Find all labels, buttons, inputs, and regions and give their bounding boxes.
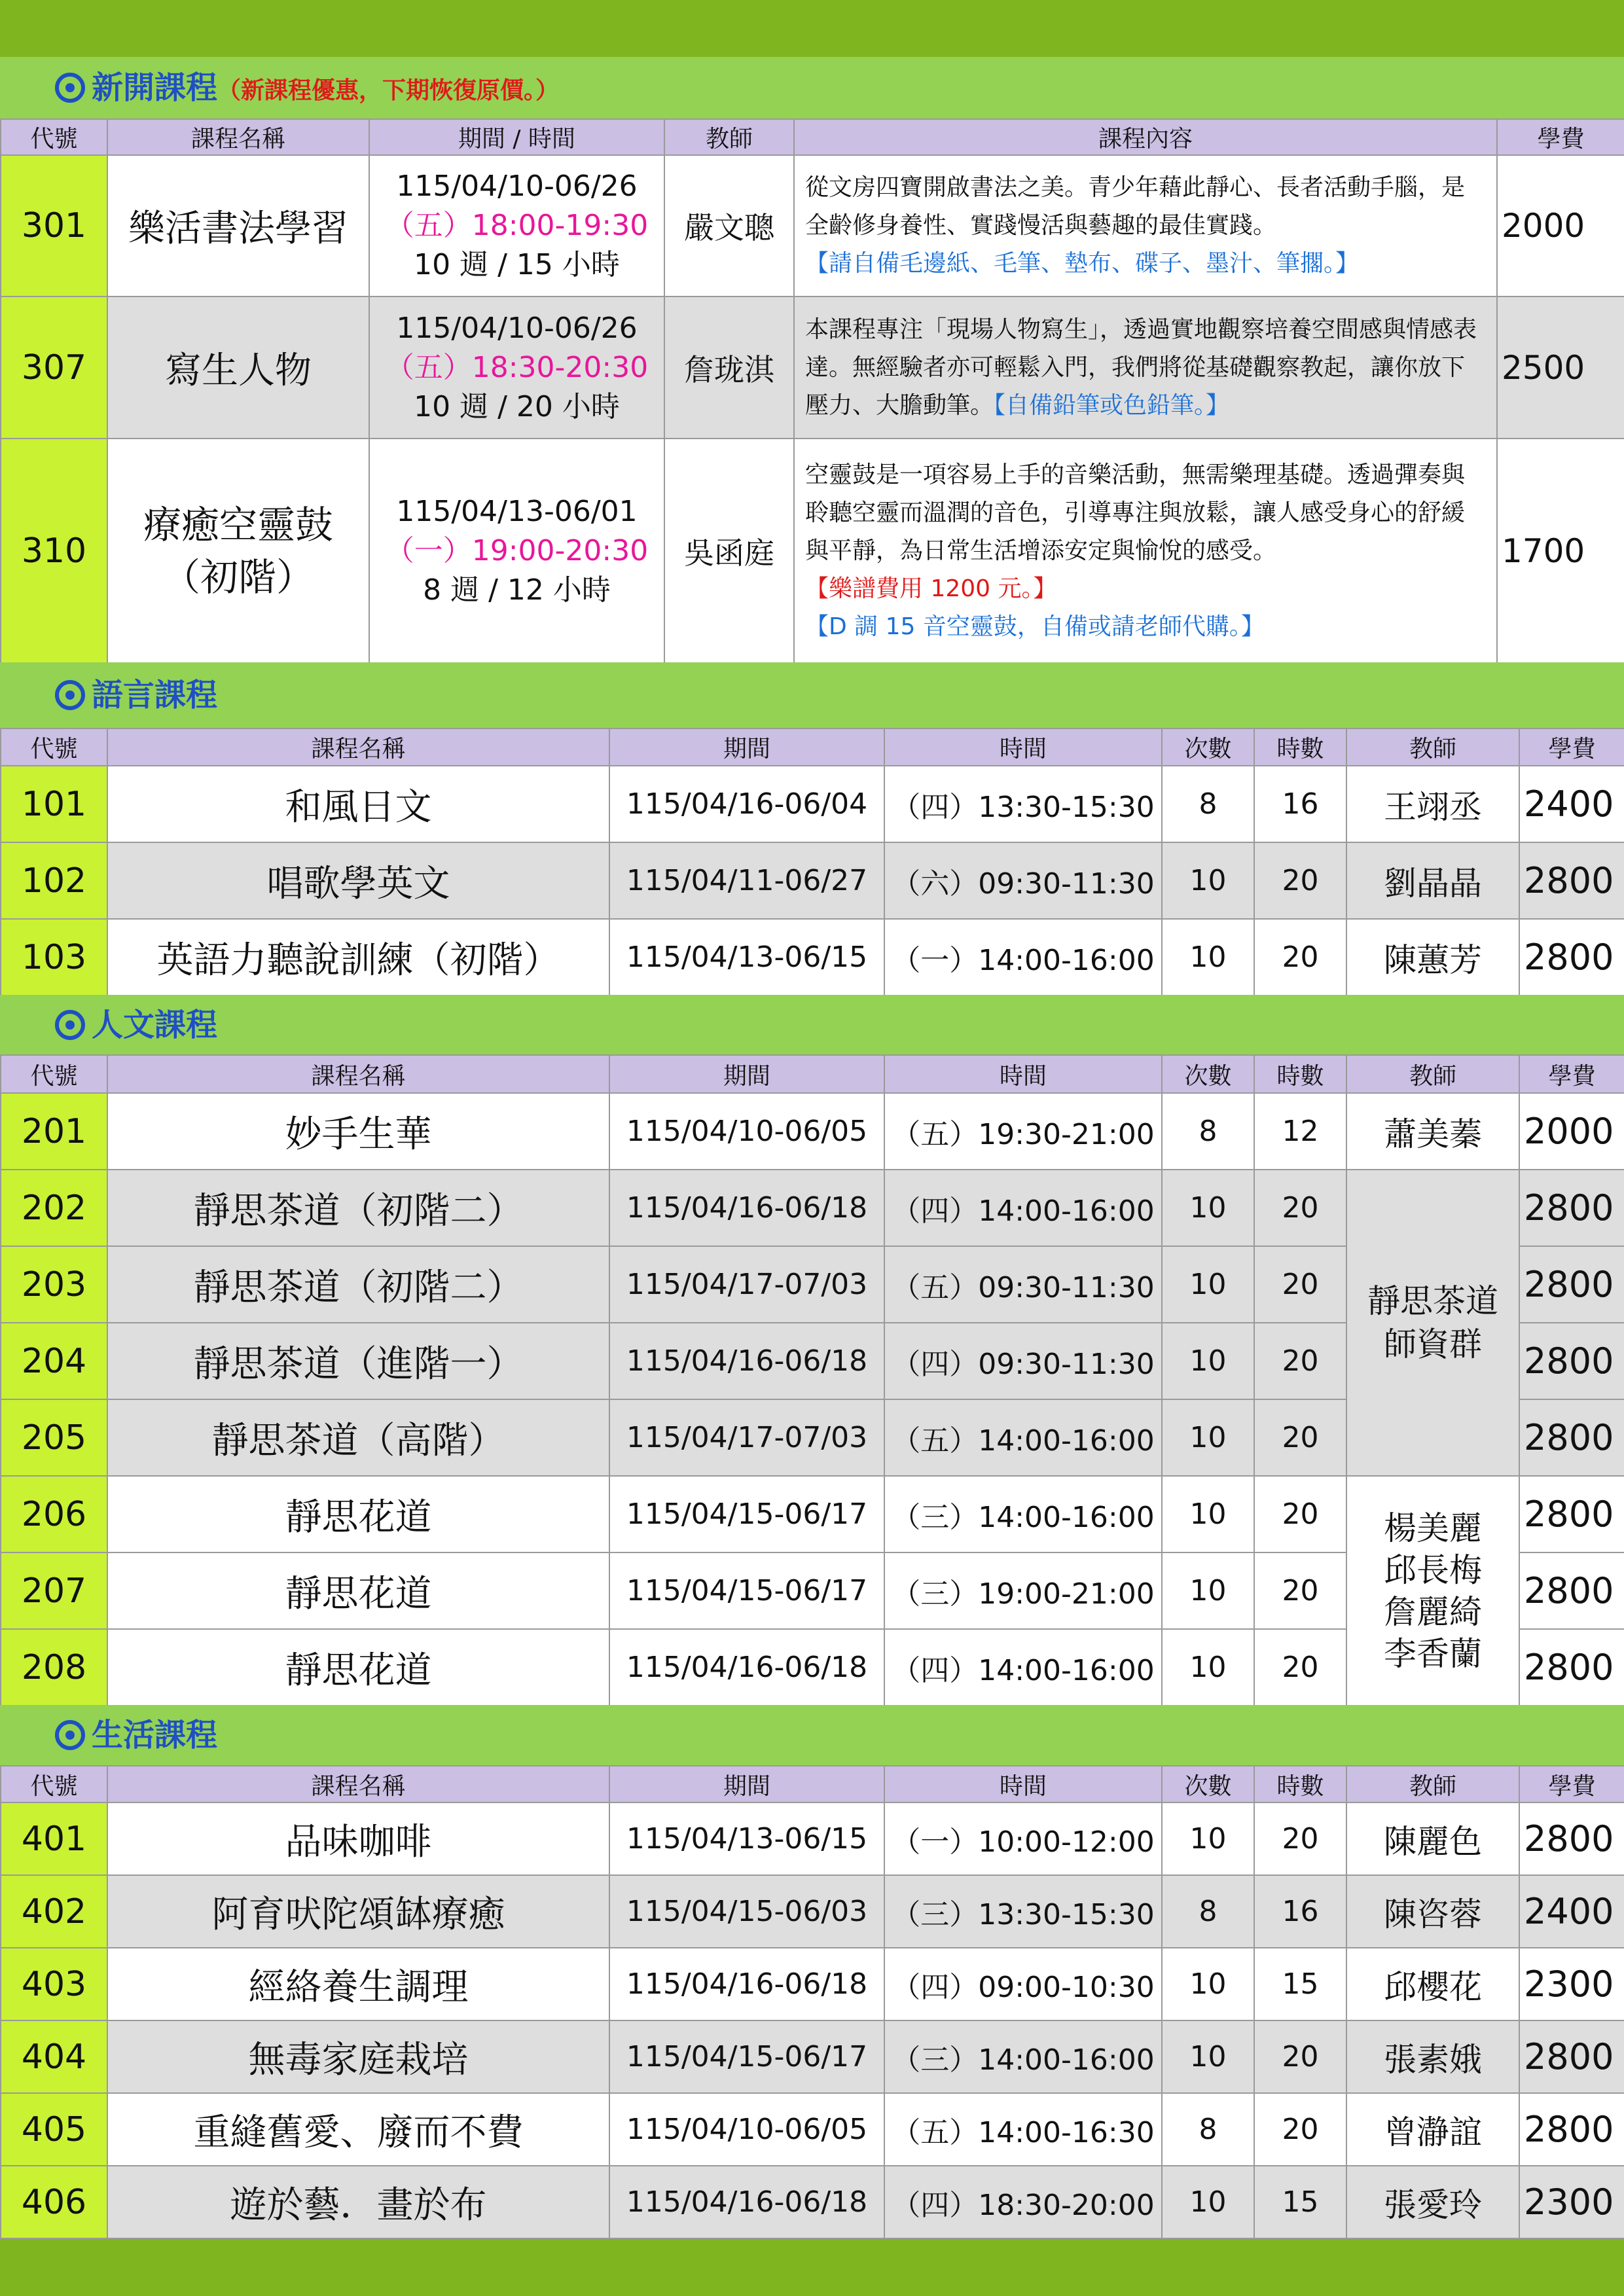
- course-teacher: 陳咨蓉: [1346, 1875, 1519, 1948]
- top-banner: [0, 0, 1624, 57]
- course-name: 經絡養生調理: [107, 1948, 609, 2020]
- course-count: 10: [1162, 919, 1254, 996]
- course-time: （四）18:30-20:00: [884, 2166, 1162, 2238]
- course-hours: 20: [1254, 1170, 1346, 1246]
- col-header: 代號: [1, 119, 107, 155]
- course-schedule: [369, 439, 664, 663]
- course-fee: 2400: [1519, 766, 1624, 842]
- course-hours: 16: [1254, 766, 1346, 842]
- course-name: 妙手生華: [107, 1093, 609, 1170]
- course-hours: 20: [1254, 1246, 1346, 1323]
- humanities-courses-table: [0, 1054, 1624, 1706]
- new-courses-table: [0, 118, 1624, 664]
- course-count: 10: [1162, 842, 1254, 919]
- course-code: 402: [1, 1875, 107, 1948]
- course-time: （三）14:00-16:00: [884, 1476, 1162, 1552]
- col-header: 時間: [884, 1766, 1162, 1803]
- course-name: 遊於藝．畫於布: [107, 2166, 609, 2238]
- content-fee-note: 【樂譜費用 1200 元。】: [805, 575, 1057, 602]
- col-header: 期間: [609, 728, 884, 766]
- col-header: 課程名稱: [107, 728, 609, 766]
- bottom-banner: [0, 2239, 1624, 2296]
- col-header: 期間: [609, 1055, 884, 1093]
- course-time: （五）14:00-16:00: [884, 1399, 1162, 1476]
- course-weeks: 8 週 / 12 小時: [423, 573, 611, 607]
- course-time: （四）14:00-16:00: [884, 1170, 1162, 1246]
- course-count: 10: [1162, 1552, 1254, 1629]
- course-fee: 2500: [1497, 296, 1624, 439]
- col-header: 代號: [1, 1055, 107, 1093]
- course-name: 和風日文: [107, 766, 609, 842]
- course-teacher: 劉晶晶: [1346, 842, 1519, 919]
- col-header: 時間: [884, 728, 1162, 766]
- course-code: 208: [1, 1629, 107, 1706]
- life-courses-table: [0, 1765, 1624, 2239]
- table-row: [1, 2166, 1624, 2238]
- course-count: 8: [1162, 766, 1254, 842]
- col-header: 學費: [1519, 1055, 1624, 1093]
- col-header: 代號: [1, 1766, 107, 1803]
- course-hours: 20: [1254, 919, 1346, 996]
- course-fee: 2800: [1519, 1246, 1624, 1323]
- course-time: （五）18:30-20:30: [385, 350, 649, 384]
- course-name: 靜思花道: [107, 1476, 609, 1552]
- course-hours: 20: [1254, 1399, 1346, 1476]
- table-row: [1, 919, 1624, 996]
- course-time: （三）19:00-21:00: [884, 1552, 1162, 1629]
- course-schedule: [369, 155, 664, 296]
- teacher-group-line1: 靜思茶道: [1367, 1282, 1498, 1320]
- course-time: （四）13:30-15:30: [884, 766, 1162, 842]
- course-count: 10: [1162, 2166, 1254, 2238]
- course-code: 401: [1, 1803, 107, 1875]
- course-code: 206: [1, 1476, 107, 1552]
- course-name: 靜思花道: [107, 1552, 609, 1629]
- course-period: 115/04/13-06/01: [396, 494, 638, 528]
- course-period: 115/04/15-06/17: [609, 2020, 884, 2093]
- course-count: 10: [1162, 1323, 1254, 1399]
- course-code: 307: [1, 296, 107, 439]
- course-period: 115/04/10-06/05: [609, 2093, 884, 2166]
- course-count: 10: [1162, 1246, 1254, 1323]
- language-courses-table: [0, 728, 1624, 996]
- col-header: 課程內容: [794, 119, 1497, 155]
- section-title: 新開課程: [92, 69, 218, 106]
- course-fee: 2800: [1519, 2020, 1624, 2093]
- col-header: 學費: [1519, 1766, 1624, 1803]
- course-period: 115/04/15-06/17: [609, 1476, 884, 1552]
- course-code: 301: [1, 155, 107, 296]
- course-name: 無毒家庭栽培: [107, 2020, 609, 2093]
- course-period: 115/04/16-06/04: [609, 766, 884, 842]
- table-row: [1, 155, 1624, 296]
- course-code: 403: [1, 1948, 107, 2020]
- table-row: [1, 1093, 1624, 1170]
- content-note: 【請自備毛邊紙、毛筆、墊布、碟子、墨汁、筆擱。】: [805, 250, 1360, 277]
- course-period: 115/04/15-06/03: [609, 1875, 884, 1948]
- course-fee: 2800: [1519, 1170, 1624, 1246]
- course-teacher: 詹珑淇: [664, 296, 794, 439]
- col-header: 學費: [1519, 728, 1624, 766]
- course-code: 102: [1, 842, 107, 919]
- course-time: （六）09:30-11:30: [884, 842, 1162, 919]
- course-teacher-group: [1346, 1170, 1519, 1476]
- col-header: 期間 / 時間: [369, 119, 664, 155]
- course-hours: 16: [1254, 1875, 1346, 1948]
- course-teacher: 蕭美蓁: [1346, 1093, 1519, 1170]
- course-hours: 12: [1254, 1093, 1346, 1170]
- content-text: 從文房四寶開啟書法之美。青少年藉此靜心、長者活動手腦，是全齡修身養性、實踐慢活與藝趣的最佳實踐。: [805, 174, 1466, 239]
- course-period: 115/04/10-06/05: [609, 1093, 884, 1170]
- section-header-life: [0, 1705, 1624, 1765]
- col-header: 課程名稱: [107, 1055, 609, 1093]
- course-fee: 2800: [1519, 2093, 1624, 2166]
- course-period: 115/04/10-06/26: [396, 170, 638, 203]
- teacher-group-line2: 師資群: [1384, 1325, 1482, 1363]
- course-code: 207: [1, 1552, 107, 1629]
- course-fee: 2300: [1519, 1948, 1624, 2020]
- course-teacher: 王翊丞: [1346, 766, 1519, 842]
- course-weeks: 10 週 / 15 小時: [414, 248, 620, 281]
- course-code: 202: [1, 1170, 107, 1246]
- course-teacher: 陳蕙芳: [1346, 919, 1519, 996]
- course-period: 115/04/15-06/17: [609, 1552, 884, 1629]
- table-row: [1, 439, 1624, 663]
- course-name: 靜思茶道（進階一）: [107, 1323, 609, 1399]
- course-time: （四）09:30-11:30: [884, 1323, 1162, 1399]
- col-header: 次數: [1162, 1055, 1254, 1093]
- course-fee: 2800: [1519, 1476, 1624, 1552]
- bullet-icon: [55, 73, 85, 103]
- course-period: 115/04/13-06/15: [609, 919, 884, 996]
- course-teacher: 陳麗色: [1346, 1803, 1519, 1875]
- course-name: 重縫舊愛、廢而不費: [107, 2093, 609, 2166]
- table-row: [1, 1875, 1624, 1948]
- content-text: 本課程專注「現場人物寫生」，透過實地觀察培養空間感與情感表達。無經驗者亦可輕鬆入門，我們將從基礎觀察教起，讓你放下壓力、大膽動筆。: [805, 315, 1477, 419]
- course-period: 115/04/16-06/18: [609, 1948, 884, 2020]
- course-name: 唱歌學英文: [107, 842, 609, 919]
- col-header: 學費: [1497, 119, 1624, 155]
- course-fee: 2800: [1519, 1323, 1624, 1399]
- course-period: 115/04/17-07/03: [609, 1246, 884, 1323]
- teacher-name: 邱長梅: [1384, 1551, 1482, 1589]
- table-row: [1, 2093, 1624, 2166]
- content-text: 空靈鼓是一項容易上手的音樂活動，無需樂理基礎。透過彈奏與聆聽空靈而溫潤的音色，引導專注與放鬆，讓人感受身心的舒緩與平靜，為日常生活增添安定與愉悅的感受。: [805, 461, 1466, 564]
- course-name-line1: 療癒空靈鼓: [143, 502, 333, 547]
- course-code: 103: [1, 919, 107, 996]
- course-hours: 20: [1254, 1323, 1346, 1399]
- course-fee: 2800: [1519, 919, 1624, 996]
- course-time: （三）14:00-16:00: [884, 2020, 1162, 2093]
- course-content: [794, 439, 1497, 663]
- course-count: 10: [1162, 1803, 1254, 1875]
- col-header: 教師: [664, 119, 794, 155]
- course-code: 101: [1, 766, 107, 842]
- section-header-humanities: [0, 995, 1624, 1054]
- table-row: [1, 1948, 1624, 2020]
- col-header: 時數: [1254, 1766, 1346, 1803]
- table-row: [1, 1476, 1624, 1552]
- course-time: （三）13:30-15:30: [884, 1875, 1162, 1948]
- col-header: 教師: [1346, 728, 1519, 766]
- course-fee: 1700: [1497, 439, 1624, 663]
- course-count: 8: [1162, 1875, 1254, 1948]
- course-count: 10: [1162, 1476, 1254, 1552]
- course-time: （五）19:30-21:00: [884, 1093, 1162, 1170]
- section-title: 語言課程: [92, 677, 218, 713]
- course-name: 寫生人物: [107, 296, 369, 439]
- table-row: [1, 1170, 1624, 1246]
- teacher-name: 李香蘭: [1384, 1634, 1482, 1673]
- course-name: 阿育吠陀頌缽療癒: [107, 1875, 609, 1948]
- course-count: 8: [1162, 1093, 1254, 1170]
- course-name: 靜思茶道（初階二）: [107, 1246, 609, 1323]
- course-count: 10: [1162, 1948, 1254, 2020]
- teacher-name: 詹麗綺: [1384, 1592, 1482, 1631]
- course-count: 10: [1162, 1629, 1254, 1706]
- course-time: （一）14:00-16:00: [884, 919, 1162, 996]
- course-teacher: 嚴文聰: [664, 155, 794, 296]
- course-period: 115/04/10-06/26: [396, 311, 638, 345]
- bullet-icon: [55, 1720, 85, 1750]
- course-period: 115/04/16-06/18: [609, 1629, 884, 1706]
- course-name-line2: （初階）: [162, 554, 314, 600]
- table-row: [1, 1803, 1624, 1875]
- course-teacher: 張愛玲: [1346, 2166, 1519, 2238]
- course-fee: 2800: [1519, 1552, 1624, 1629]
- section-header-lang: [0, 662, 1624, 728]
- table-row: [1, 2020, 1624, 2093]
- course-schedule: [369, 296, 664, 439]
- course-hours: 20: [1254, 1476, 1346, 1552]
- course-time: （一）10:00-12:00: [884, 1803, 1162, 1875]
- course-teacher: 吳函庭: [664, 439, 794, 663]
- course-code: 205: [1, 1399, 107, 1476]
- course-period: 115/04/16-06/18: [609, 1323, 884, 1399]
- course-count: 10: [1162, 1399, 1254, 1476]
- course-hours: 20: [1254, 1803, 1346, 1875]
- col-header: 課程名稱: [107, 119, 369, 155]
- course-hours: 20: [1254, 2020, 1346, 2093]
- course-code: 204: [1, 1323, 107, 1399]
- course-fee: 2800: [1519, 1803, 1624, 1875]
- course-weeks: 10 週 / 20 小時: [414, 389, 620, 423]
- col-header: 次數: [1162, 1766, 1254, 1803]
- course-period: 115/04/16-06/18: [609, 2166, 884, 2238]
- course-name: 樂活書法學習: [107, 155, 369, 296]
- col-header: 教師: [1346, 1055, 1519, 1093]
- course-hours: 15: [1254, 1948, 1346, 2020]
- course-time: （五）09:30-11:30: [884, 1246, 1162, 1323]
- course-name: [107, 439, 369, 663]
- col-header: 次數: [1162, 728, 1254, 766]
- section-title: 生活課程: [92, 1717, 218, 1753]
- course-teacher: 邱櫻花: [1346, 1948, 1519, 2020]
- content-note: 【自備鉛筆或色鉛筆。】: [994, 391, 1230, 419]
- bullet-icon: [55, 1010, 85, 1040]
- course-count: 10: [1162, 2020, 1254, 2093]
- col-header: 課程名稱: [107, 1766, 609, 1803]
- course-count: 10: [1162, 1170, 1254, 1246]
- course-name: 靜思茶道（高階）: [107, 1399, 609, 1476]
- course-fee: 2800: [1519, 1629, 1624, 1706]
- course-fee: 2300: [1519, 2166, 1624, 2238]
- table-row: [1, 842, 1624, 919]
- course-fee: 2800: [1519, 842, 1624, 919]
- course-code: 310: [1, 439, 107, 663]
- course-time: （五）14:00-16:30: [884, 2093, 1162, 2166]
- section-title: 人文課程: [92, 1007, 218, 1043]
- course-period: 115/04/16-06/18: [609, 1170, 884, 1246]
- col-header: 代號: [1, 728, 107, 766]
- course-period: 115/04/13-06/15: [609, 1803, 884, 1875]
- col-header: 期間: [609, 1766, 884, 1803]
- course-code: 405: [1, 2093, 107, 2166]
- course-name: 品味咖啡: [107, 1803, 609, 1875]
- course-time: （五）18:00-19:30: [385, 209, 649, 242]
- course-name: 英語力聽說訓練（初階）: [107, 919, 609, 996]
- course-time: （一）19:00-20:30: [385, 533, 649, 567]
- course-hours: 20: [1254, 842, 1346, 919]
- course-name: 靜思花道: [107, 1629, 609, 1706]
- course-period: 115/04/17-07/03: [609, 1399, 884, 1476]
- teacher-name: 楊美麗: [1384, 1509, 1482, 1547]
- course-code: 404: [1, 2020, 107, 2093]
- course-teacher: 曾瀞誼: [1346, 2093, 1519, 2166]
- course-fee: 2800: [1519, 1399, 1624, 1476]
- course-time: （四）14:00-16:00: [884, 1629, 1162, 1706]
- course-code: 203: [1, 1246, 107, 1323]
- course-count: 8: [1162, 2093, 1254, 2166]
- course-content: [794, 296, 1497, 439]
- col-header: 時數: [1254, 1055, 1346, 1093]
- bullet-icon: [55, 680, 85, 710]
- table-row: [1, 766, 1624, 842]
- col-header: 教師: [1346, 1766, 1519, 1803]
- course-hours: 20: [1254, 1552, 1346, 1629]
- course-fee: 2400: [1519, 1875, 1624, 1948]
- col-header: 時數: [1254, 728, 1346, 766]
- course-hours: 20: [1254, 1629, 1346, 1706]
- course-teacher-group: [1346, 1476, 1519, 1706]
- course-period: 115/04/11-06/27: [609, 842, 884, 919]
- course-code: 406: [1, 2166, 107, 2238]
- course-content: [794, 155, 1497, 296]
- course-teacher: 張素娥: [1346, 2020, 1519, 2093]
- section-header-new: [0, 57, 1624, 118]
- course-time: （四）09:00-10:30: [884, 1948, 1162, 2020]
- course-code: 201: [1, 1093, 107, 1170]
- course-hours: 20: [1254, 2093, 1346, 2166]
- course-hours: 15: [1254, 2166, 1346, 2238]
- section-note: （新課程優惠，下期恢復原價。）: [217, 77, 560, 104]
- col-header: 時間: [884, 1055, 1162, 1093]
- content-note: 【D 調 15 音空靈鼓，自備或請老師代購。】: [805, 613, 1265, 640]
- course-name: 靜思茶道（初階二）: [107, 1170, 609, 1246]
- course-fee: 2000: [1519, 1093, 1624, 1170]
- course-fee: 2000: [1497, 155, 1624, 296]
- table-row: [1, 296, 1624, 439]
